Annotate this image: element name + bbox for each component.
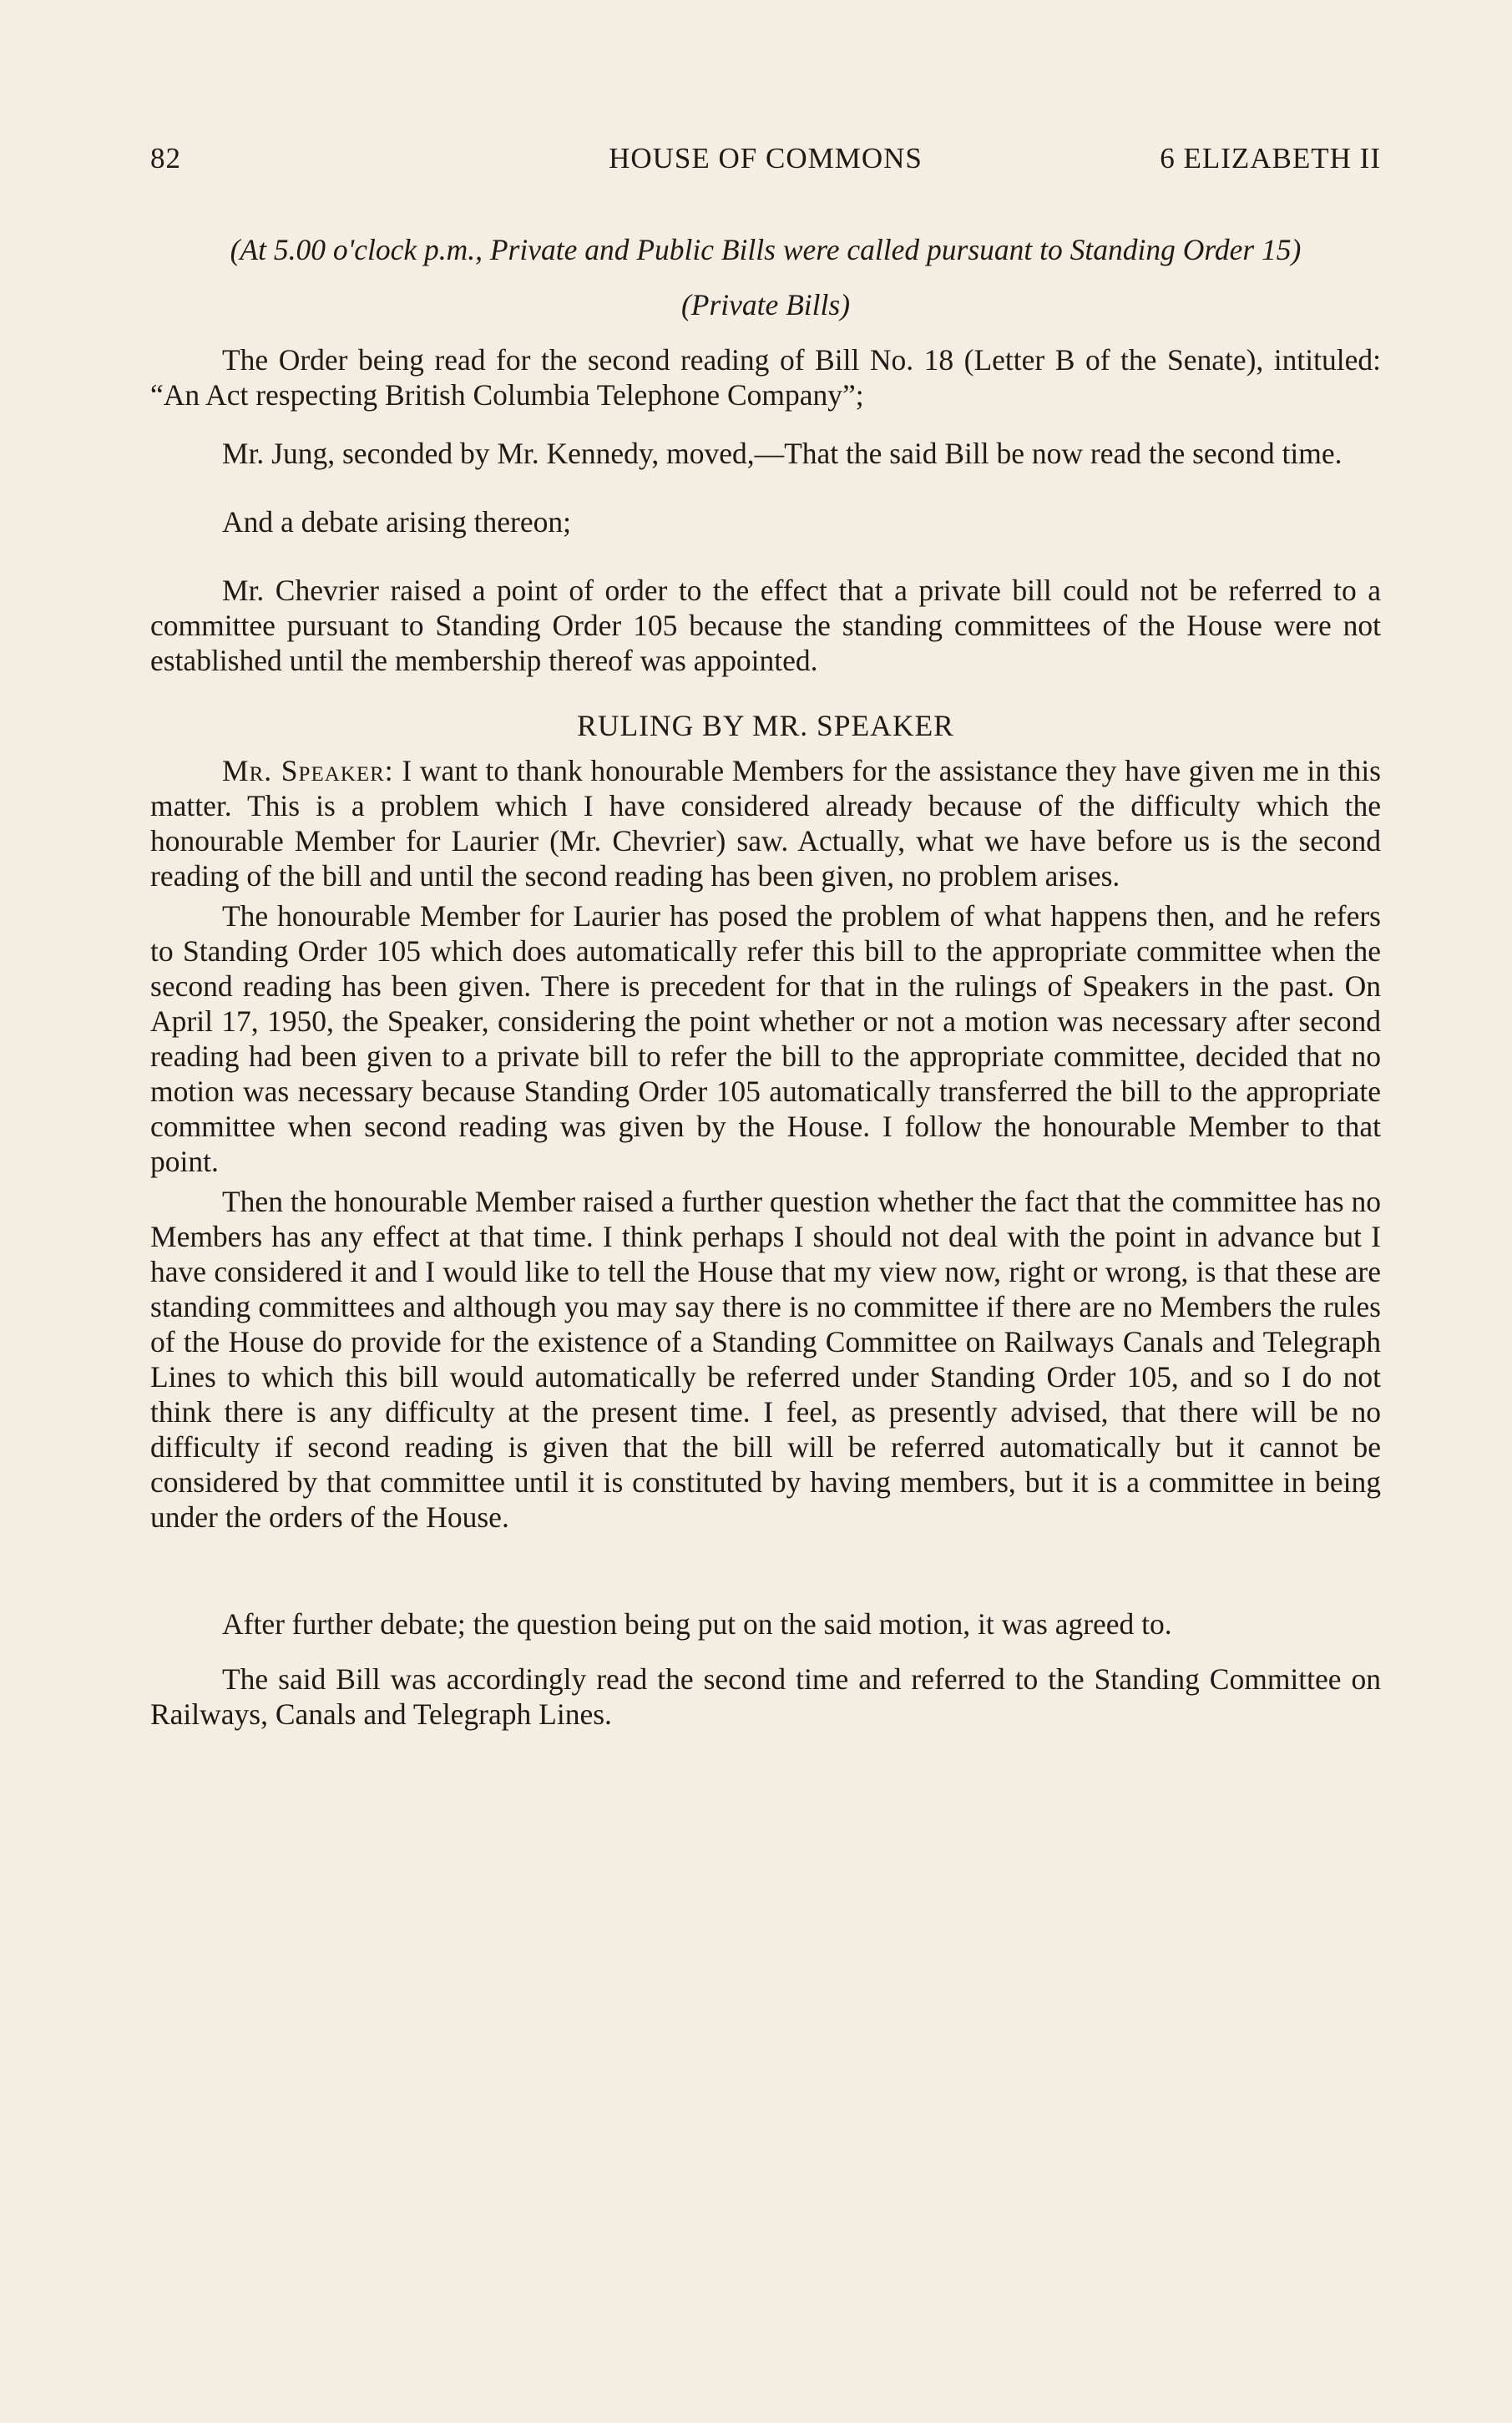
ruling-paragraph-3: Then the honourable Member raised a further question whether the fact that the committee has no Members has any effect at that time. I think perhaps I should not deal with the point in advance but I have considered it and I would like to tell the House that my view now, right or wrong, is that these are standing committees and although you may say there is no committee if there are no Members the rules of the House do provide for the existence of a Standing Committee on Railways Canals and Telegraph Lines to which this bill would automatically be referred under Standing Order 105, and so I do not think there is any difficulty at the present time. I feel, as presently advised, that there will be no difficulty if second reading is given that the bill will be referred automatically but it cannot be considered by that committee until it is constituted by having members, but it is a committee in being under the orders of the House. [150, 1185, 1381, 1534]
motion-paragraph: Mr. Jung, seconded by Mr. Kennedy, moved,—That the said Bill be now read the second time. [222, 437, 1343, 470]
page-content [150, 232, 1381, 1732]
page-header [150, 142, 1381, 184]
ruling-paragraph-1 [150, 753, 1381, 893]
running-title: HOUSE OF COMMONS [609, 142, 923, 175]
referred-paragraph: The said Bill was accordingly read the second time and referred to the Standing Committee on Railways, Canals and Telegraph Lines. [150, 1662, 1381, 1731]
session-label: 6 ELIZABETH II [1160, 142, 1381, 175]
ruling-paragraph-2: The honourable Member for Laurier has posed the problem of what happens then, and he refers to Standing Order 105 which does automatically refer this bill to the appropriate committee when the second reading has been given. There is precedent for that in the rulings of Speakers in the past. On April 17, 1950, the Speaker, considering the point whether or not a motion was necessary after second reading had been given to a private bill to refer the bill to the appropriate committee, decided that no motion was necessary because Standing Order 105 automatically transferred the bill to the appropriate committee when second reading was given by the House. I follow the honourable Member to that point. [150, 899, 1381, 1178]
ruling-heading: RULING BY MR. SPEAKER [577, 709, 954, 742]
point-of-order-paragraph: Mr. Chevrier raised a point of order to the effect that a private bill could not be referred to a committee pursuant to Standing Order 105 because the standing committees of the House were not established until the membership thereof was appointed. [150, 574, 1381, 677]
agreed-paragraph: After further debate; the question being put on the said motion, it was agreed to. [222, 1607, 1172, 1641]
page-number: 82 [150, 142, 181, 175]
private-bills-subheading: (Private Bills) [680, 288, 851, 321]
speaker-label: Mr. Speaker: [222, 754, 394, 787]
ruling-text-1: I want to thank honourable Members for the assistance they have given me in this matter. This is a problem which I have considered already because of the difficulty which the honourable Member for Laurier (Mr. Chevrier) saw. Actually, what we have before us is the second reading of the bill and until the second reading has been given, no problem arises. [150, 754, 1382, 893]
debate-paragraph: And a debate arising thereon; [222, 505, 571, 539]
order-paragraph: The Order being read for the second reading of Bill No. 18 (Letter B of the Senate), intituled: “An Act respecting British Columbia Telephone Company”; [150, 343, 1381, 412]
time-note: (At 5.00 o'clock p.m., Private and Public Bills were called pursuant to Standing Order 15) [230, 233, 1302, 266]
